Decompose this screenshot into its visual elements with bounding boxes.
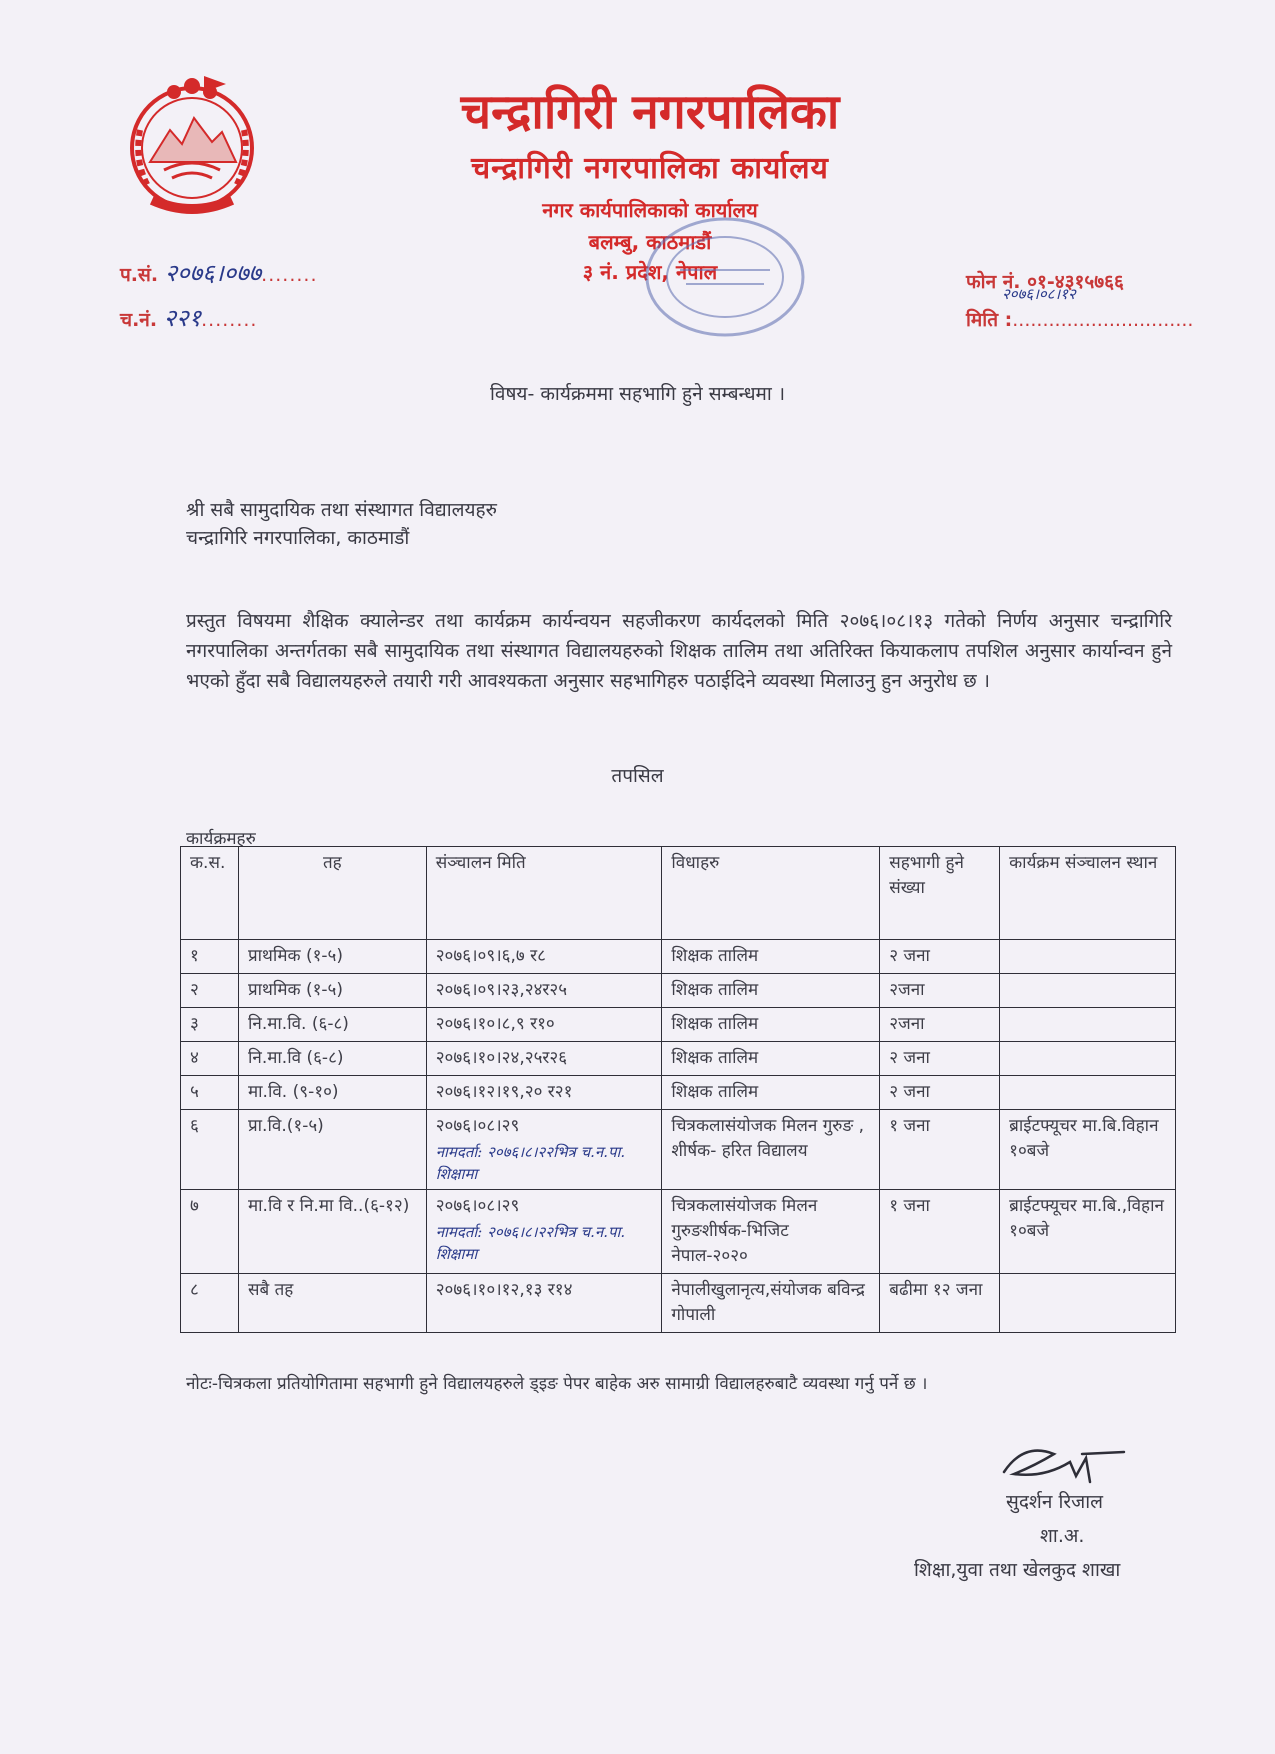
handwritten-registration-note: नामदर्ता: २०७६।८।२२भित्र च.न.पा. शिक्षामा — [435, 1143, 626, 1183]
cell-place: ब्राईटफ्यूचर मा.बि.विहान १०बजे — [1000, 1110, 1176, 1190]
cell-sn: ४ — [181, 1042, 239, 1076]
cell-count: बढीमा १२ जना — [880, 1274, 1000, 1333]
cell-vidha: शिक्षक तालिम — [662, 1008, 880, 1042]
signatory-title: शा.अ. — [1040, 1525, 1085, 1547]
cha-na-value: २२१ — [163, 304, 202, 332]
date-dots: .............................. — [1012, 309, 1194, 331]
letterhead-office: नगर कार्यपालिकाको कार्यालय — [542, 198, 758, 222]
cell-place — [1000, 940, 1176, 974]
cell-place — [1000, 1076, 1176, 1110]
cell-vidha: चित्रकलासंयोजक मिलन गुरुङ , शीर्षक- हरित विद्यालय — [662, 1110, 880, 1190]
cell-tah: मा.वि. (९-१०) — [238, 1076, 426, 1110]
col-header-sn: क.स. — [181, 847, 239, 940]
phone-label: फोन नं. — [966, 271, 1021, 293]
cell-date: २०७६।१०।८,९ र१० — [426, 1008, 662, 1042]
table-row — [181, 1076, 1176, 1110]
reference-cha-na — [120, 301, 257, 334]
table-row — [181, 940, 1176, 974]
cell-sn: १ — [181, 940, 239, 974]
nepal-emblem-icon — [122, 70, 262, 220]
cell-count: १ जना — [880, 1190, 1000, 1274]
col-header-date: संञ्चालन मिति — [426, 847, 662, 940]
cell-tah: प्रा.वि.(१-५) — [238, 1110, 426, 1190]
col-header-place: कार्यक्रम संञ्चालन स्थान — [1000, 847, 1176, 940]
table-row — [181, 1042, 1176, 1076]
addressee-line-2: चन्द्रागिरि नगरपालिका, काठमाडौं — [186, 527, 410, 549]
body-paragraph: प्रस्तुत विषयमा शैक्षिक क्यालेन्डर तथा कार्यक्रम कार्यन्वयन सहजीकरण कार्यदलको मिति २०७६।०८।१३ गतेको निर्णय अनुसार चन्द्रागिरि नगरपालिका अन्तर्गतका सबै सामुदायिक तथा संस्थागत विद्यालयहरुको शिक्षक तालिम तथा अतिरिक्त कियाकलाप तपशिल अनुसार कार्यान्वन हुने भएको हुँदा सबै विद्यालयहरुले तयारी गरी आवश्यकता अनुसार सहभागिहरु पठाईदिने व्यवस्था मिलाउनु हुन अनुरोध छ । — [186, 610, 1172, 692]
cell-place — [1000, 1008, 1176, 1042]
program-table — [180, 846, 1176, 1333]
signature-scribble-icon — [984, 1432, 1134, 1492]
cha-na-label: च.नं. — [120, 309, 158, 331]
date-handwritten: २०७६।०८।१२ — [1002, 285, 1076, 303]
cell-date: २०७६।१०।२४,२५र२६ — [426, 1042, 662, 1076]
cell-count: २ जना — [880, 1076, 1000, 1110]
letterhead-title: चन्द्रागिरी नगरपालिका — [460, 84, 840, 140]
cell-count: २जना — [880, 974, 1000, 1008]
cell-place — [1000, 974, 1176, 1008]
table-header-row — [181, 847, 1176, 940]
office-stamp-icon — [640, 212, 810, 342]
table-row — [181, 1274, 1176, 1333]
cell-tah: सबै तह — [238, 1274, 426, 1333]
table-row — [181, 1008, 1176, 1042]
cell-date-with-note — [426, 1110, 662, 1190]
cell-date: २०७६।०८।२९ — [435, 1116, 520, 1136]
cell-vidha: शिक्षक तालिम — [662, 1076, 880, 1110]
pa-sa-dots: ........ — [261, 264, 318, 286]
cell-sn: ५ — [181, 1076, 239, 1110]
cell-date: २०७६।०९।२३,२४र२५ — [426, 974, 662, 1008]
table-row — [181, 974, 1176, 1008]
cha-na-dots: ........ — [201, 309, 258, 331]
col-header-vidha: विधाहरु — [662, 847, 880, 940]
cell-sn: २ — [181, 974, 239, 1008]
cell-date: २०७६।१२।१९,२० र२१ — [426, 1076, 662, 1110]
reference-pa-sa — [120, 256, 318, 289]
col-header-count: सहभागी हुने संख्या — [880, 847, 1000, 940]
cell-count: २ जना — [880, 1042, 1000, 1076]
cell-place — [1000, 1042, 1176, 1076]
cell-count: २ जना — [880, 940, 1000, 974]
cell-tah: नि.मा.वि (६-८) — [238, 1042, 426, 1076]
col-header-tah: तह — [238, 847, 426, 940]
subject-line: विषय- कार्यक्रममा सहभागि हुने सम्बन्धमा । — [489, 383, 786, 405]
tapasil-heading: तपसिल — [611, 765, 664, 787]
cell-vidha: चित्रकलासंयोजक मिलन गुरुङशीर्षक-भिजिट नेपाल-२०२० — [662, 1190, 880, 1274]
cell-vidha: नेपालीखुलानृत्य,संयोजक बविन्द्र गोपाली — [662, 1274, 880, 1333]
letterhead-location: बलम्बु, काठमाडौं — [588, 230, 712, 254]
letterhead-subtitle: चन्द्रागिरी नगरपालिका कार्यालय — [471, 151, 829, 186]
pa-sa-label: प.सं. — [120, 264, 159, 286]
handwritten-registration-note: नामदर्ता: २०७६।८।२२भित्र च.न.पा. शिक्षामा — [435, 1223, 626, 1263]
cell-count: २जना — [880, 1008, 1000, 1042]
cell-tah: प्राथमिक (१-५) — [238, 974, 426, 1008]
cell-date: २०७६।०९।६,७ र८ — [426, 940, 662, 974]
signatory-branch: शिक्षा,युवा तथा खेलकुद शाखा — [914, 1559, 1121, 1581]
cell-vidha: शिक्षक तालिम — [662, 940, 880, 974]
phone-number: ०१-४३१५७६६ — [1027, 271, 1124, 293]
cell-date: २०७६।१०।१२,१३ र१४ — [426, 1274, 662, 1333]
cell-date: २०७६।०८।२९ — [435, 1196, 520, 1216]
date-label: मिति : — [966, 309, 1013, 331]
cell-vidha: शिक्षक तालिम — [662, 974, 880, 1008]
table-row — [181, 1110, 1176, 1190]
cell-date-with-note — [426, 1190, 662, 1274]
cell-tah: प्राथमिक (१-५) — [238, 940, 426, 974]
cell-place: ब्राईटफ्यूचर मा.बि.,विहान १०बजे — [1000, 1190, 1176, 1274]
date-line — [966, 306, 1193, 332]
letterhead-province: ३ नं. प्रदेश, नेपाल — [582, 260, 718, 284]
cell-count: १ जना — [880, 1110, 1000, 1190]
table-caption: कार्यक्रमहरु — [186, 829, 256, 849]
addressee-line-1: श्री सबै सामुदायिक तथा संस्थागत विद्यालयहरु — [186, 499, 497, 521]
cell-tah: मा.वि र नि.मा वि..(६-१२) — [238, 1190, 426, 1274]
cell-sn: ७ — [181, 1190, 239, 1274]
cell-vidha: शिक्षक तालिम — [662, 1042, 880, 1076]
pa-sa-value: २०७६।०७७ — [164, 259, 262, 287]
cell-sn: ८ — [181, 1274, 239, 1333]
footer-note: नोटः-चित्रकला प्रतियोगितामा सहभागी हुने विद्यालयहरुले ड्इङ पेपर बाहेक अरु सामाग्री विद्यालहरुबाटै व्यवस्था गर्नु पर्ने छ । — [186, 1374, 928, 1394]
signatory-name: सुदर्शन रिजाल — [1006, 1491, 1104, 1513]
table-row — [181, 1190, 1176, 1274]
cell-place — [1000, 1274, 1176, 1333]
cell-tah: नि.मा.वि. (६-८) — [238, 1008, 426, 1042]
cell-sn: ३ — [181, 1008, 239, 1042]
cell-sn: ६ — [181, 1110, 239, 1190]
